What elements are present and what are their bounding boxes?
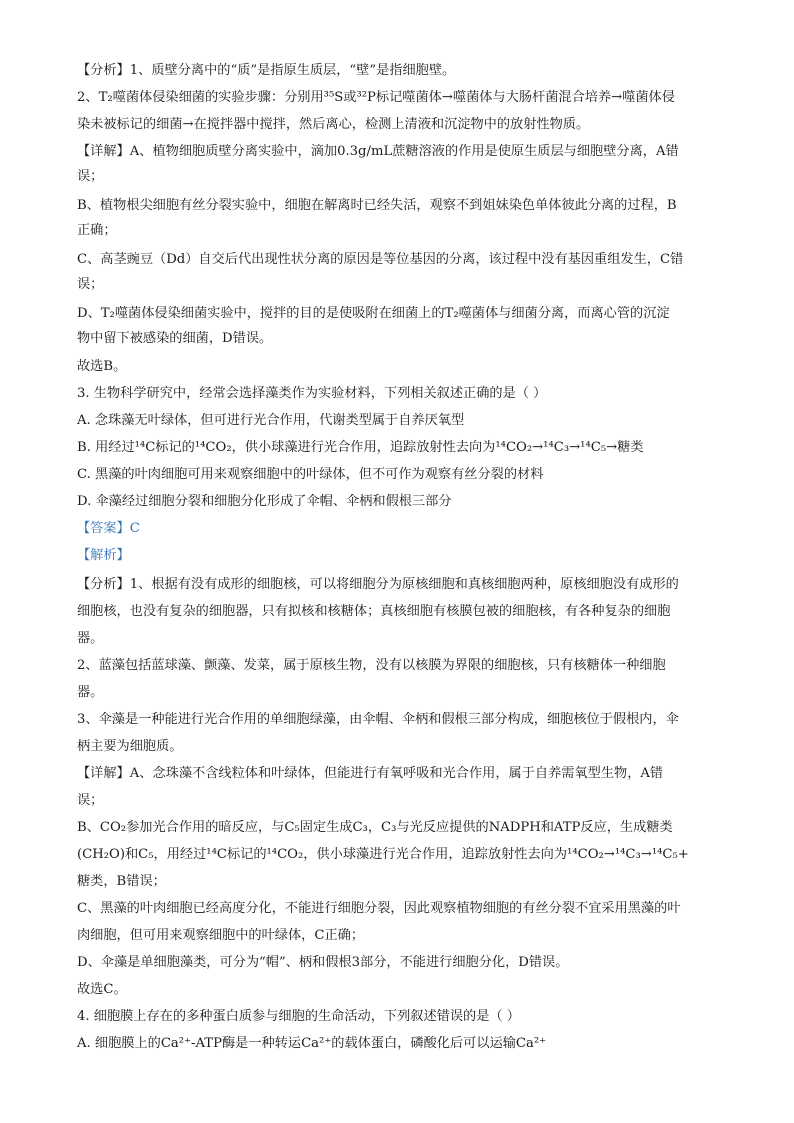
analysis-label: 【解析】 xyxy=(77,548,130,563)
text-line: 细胞核，也没有复杂的细胞器，只有拟核和核糖体；真核细胞有核膜包被的细胞核，有各种复杂的细胞 xyxy=(77,604,671,619)
text-line: 2、蓝藻包括蓝球藻、颤藻、发菜，属于原核生物，没有以核膜为界限的细胞核，只有核糖体一种细胞 xyxy=(77,658,666,673)
option-a: A. 细胞膜上的Ca²⁺-ATP酶是一种转运Ca²⁺的载体蛋白，磷酸化后可以运输Ca²⁺ xyxy=(77,1036,547,1051)
text-line: D、T₂噬菌体侵染细菌实验中，搅拌的目的是使吸附在细菌上的T₂噬菌体与细菌分离，而离心管的沉淀 xyxy=(77,306,670,321)
text-line: 2、T₂噬菌体侵染细菌的实验步骤：分别用³⁵S或³²P标记噬菌体→噬菌体与大肠杆菌混合培养→噬菌体侵 xyxy=(77,90,675,105)
text-line: 误； xyxy=(77,169,104,184)
text-line: 器。 xyxy=(77,631,104,646)
answer-label: 【答案】C xyxy=(77,521,140,536)
option-d: D. 伞藻经过细胞分裂和细胞分化形成了伞帽、伞柄和假根三部分 xyxy=(77,494,452,509)
text-line: 3、伞藻是一种能进行光合作用的单细胞绿藻，由伞帽、伞柄和假根三部分构成，细胞核位于假根内，伞 xyxy=(77,712,679,727)
text-line: C、黑藻的叶肉细胞已经高度分化，不能进行细胞分裂，因此观察植物细胞的有丝分裂不宜采用黑藻的叶 xyxy=(77,901,681,916)
option-b: B. 用经过¹⁴C标记的¹⁴CO₂，供小球藻进行光合作用，追踪放射性去向为¹⁴CO₂→¹⁴C₃→¹⁴C₅→糖类 xyxy=(77,440,644,455)
text-line: 器。 xyxy=(77,685,104,700)
text-line: B、CO₂参加光合作用的暗反应，与C₅固定生成C₃，C₃与光反应提供的NADPH和ATP反应，生成糖类 xyxy=(77,820,673,835)
text-line: 误； xyxy=(77,277,104,292)
question-stem: 3. 生物科学研究中，经常会选择藻类作为实验材料，下列相关叙述正确的是（ ） xyxy=(77,386,547,401)
text-line: 故选B。 xyxy=(77,359,127,374)
text-line: 染未被标记的细菌→在搅拌器中搅拌，然后离心，检测上清液和沉淀物中的放射性物质。 xyxy=(77,117,590,132)
text-line: 糖类，B错误； xyxy=(77,874,166,889)
text-line: D、伞藻是单细胞藻类，可分为“帽”、柄和假根3部分，不能进行细胞分化，D错误。 xyxy=(77,955,569,970)
text-line: 误； xyxy=(77,793,104,808)
text-line: 【分析】1、根据有没有成形的细胞核，可以将细胞分为原核细胞和真核细胞两种，原核细胞没有成形的 xyxy=(77,577,679,592)
text-line: 正确； xyxy=(77,223,117,238)
text-line: 柄主要为细胞质。 xyxy=(77,739,183,754)
text-line: 肉细胞，但可用来观察细胞中的叶绿体，C正确； xyxy=(77,928,365,943)
question-stem: 4. 细胞膜上存在的多种蛋白质参与细胞的生命活动，下列叙述错误的是（ ） xyxy=(77,1009,520,1024)
text-line: 物中留下被感染的细菌，D错误。 xyxy=(77,331,273,346)
text-line: (CH₂O)和C₅，用经过¹⁴C标记的¹⁴CO₂，供小球藻进行光合作用，追踪放射性去向为¹⁴CO₂→¹⁴C₃→¹⁴C₅+ xyxy=(77,847,689,862)
text-line: 【详解】A、植物细胞质壁分离实验中，滴加0.3g/mL蔗糖溶液的作用是使原生质层与细胞壁分离，A错 xyxy=(77,144,679,159)
option-c: C. 黑藻的叶肉细胞可用来观察细胞中的叶绿体，但不可作为观察有丝分裂的材料 xyxy=(77,467,544,482)
text-line: 【详解】A、念珠藻不含线粒体和叶绿体，但能进行有氧呼吸和光合作用，属于自养需氧型生物，A错 xyxy=(77,766,664,781)
option-a: A. 念珠藻无叶绿体，但可进行光合作用，代谢类型属于自养厌氧型 xyxy=(77,413,465,428)
text-line: 故选C。 xyxy=(77,982,127,997)
text-line: C、高茎豌豆（Dd）自交后代出现性状分离的原因是等位基因的分离，该过程中没有基因重组发生，C错 xyxy=(77,252,684,267)
text-line: B、植物根尖细胞有丝分裂实验中，细胞在解离时已经失活，观察不到姐妹染色单体彼此分离的过程，B xyxy=(77,198,677,213)
text-line: 【分析】1、质壁分离中的“质”是指原生质层，“壁”是指细胞壁。 xyxy=(77,63,456,78)
